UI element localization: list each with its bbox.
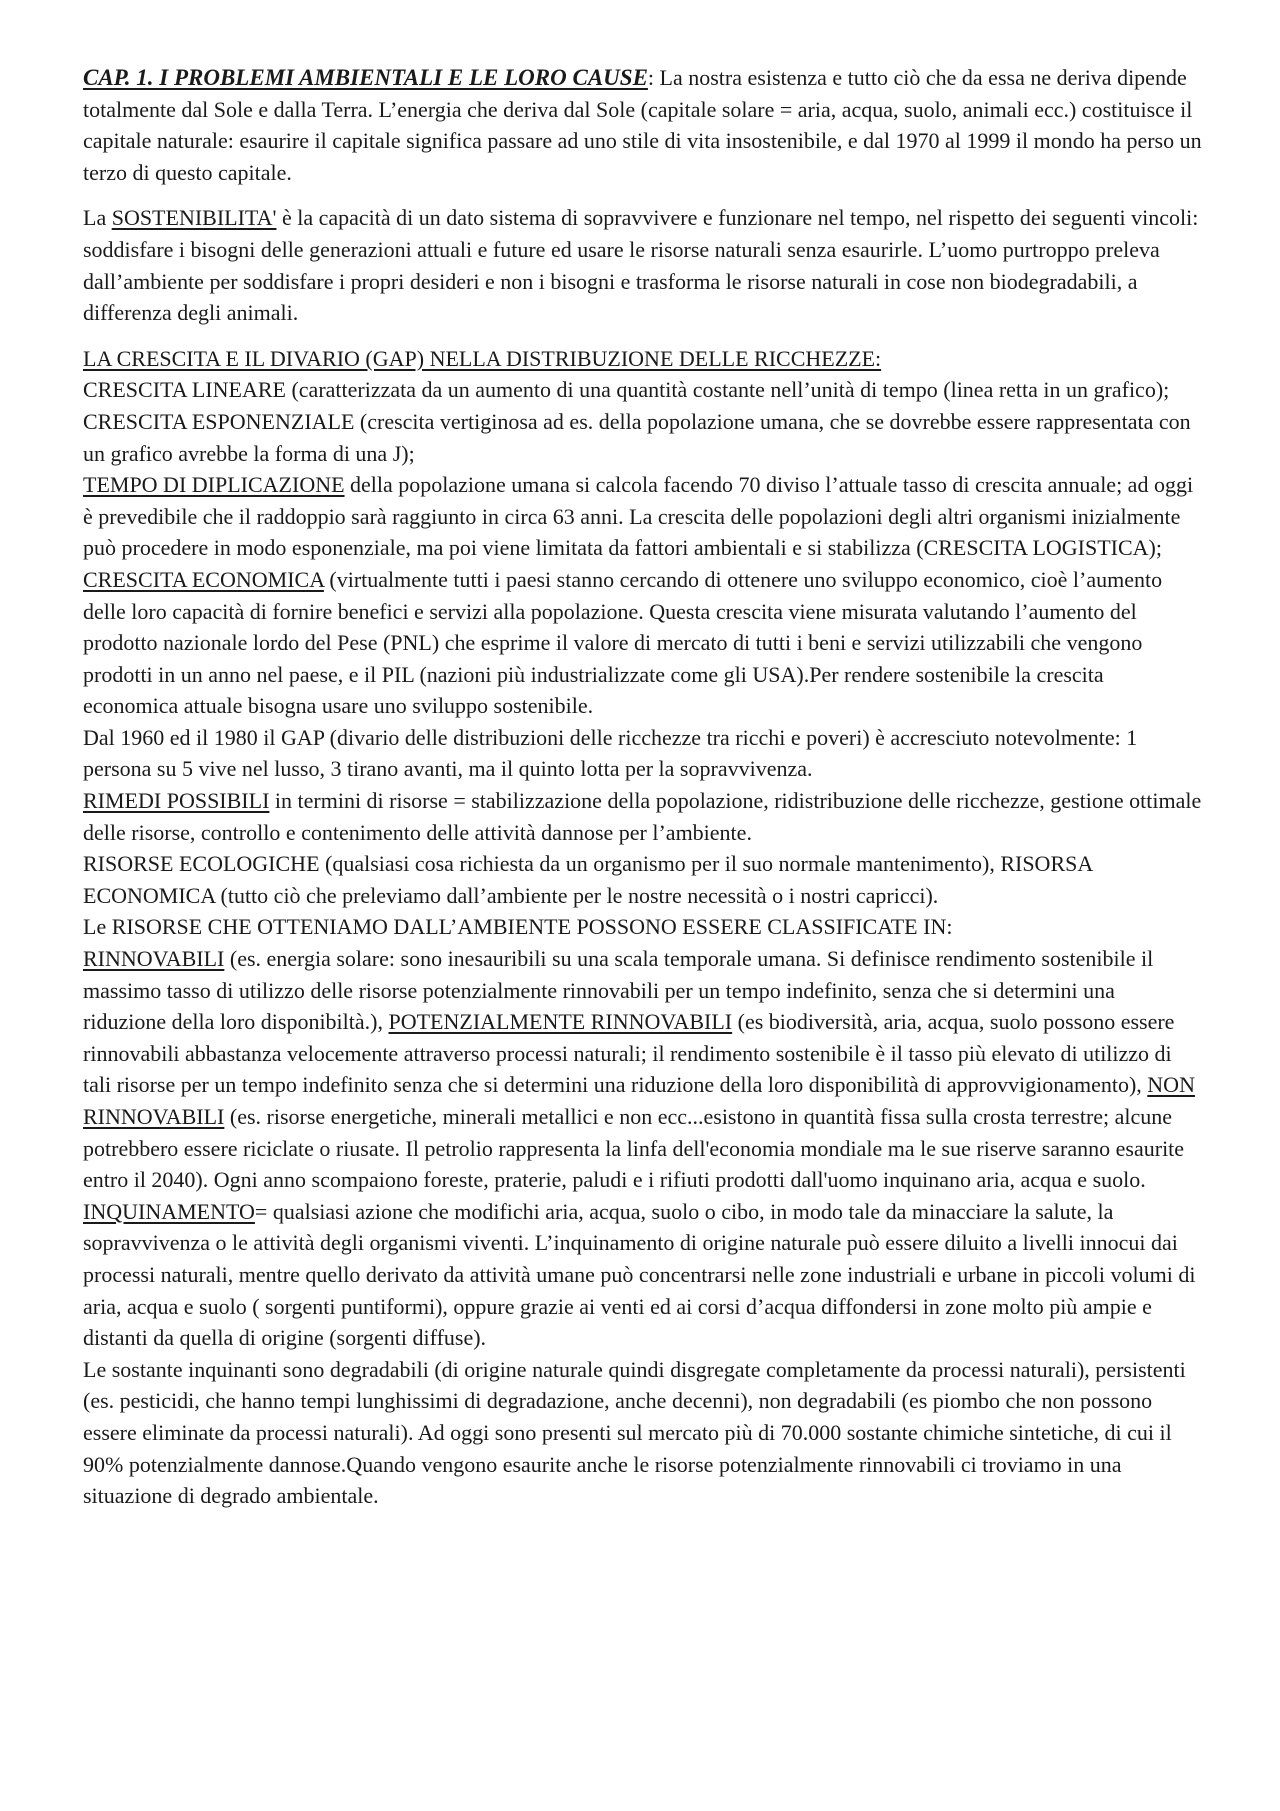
rinnovabili-text: (es. energia solare: sono inesauribili su una scala temporale umana. Si definisce rendimento sostenibile il massimo tasso di utilizzo delle risorse potenzialmente rinnovabili per un tempo indefinito, senza che si determini una riduzione della loro disponibiltà.), bbox=[83, 946, 1154, 1035]
sostenibilita-text: è la capacità di un dato sistema di sopravvivere e funzionare nel tempo, nel rispetto dei seguenti vincoli: soddisfare i bisogni delle generazioni attuali e future ed usare le risorse naturali senza esaurirle. L’uomo purtroppo preleva dall’ambiente per soddisfare i propri desideri e non i bisogni e trasforma le risorse naturali in cose non biodegradabili, a differenza degli animali. bbox=[83, 205, 1199, 326]
rimedi-text: in termini di risorse = stabilizzazione della popolazione, ridistribuzione delle ricchezze, gestione ottimale delle risorse, controllo e contenimento delle attività dannose per l’ambiente. bbox=[83, 788, 1202, 845]
line-classificazione: Le RISORSE CHE OTTENIAMO DALL’AMBIENTE POSSONO ESSERE CLASSIFICATE IN: bbox=[83, 914, 953, 940]
line-inquinamento bbox=[83, 1196, 1203, 1354]
term-sostenibilita: SOSTENIBILITA' bbox=[111, 205, 277, 231]
non-rinnovabili-text: (es. risorse energetiche, minerali metallici e non ecc...esistono in quantità fissa sulla crosta terrestre; alcune potrebbero essere riciclate o riusate. Il petrolio rappresenta la linfa dell'economia mondiale ma le sue riserve saranno esaurite entro il 2040). Ogni anno scompaiono foreste, praterie, paludi e i rifiuti prodotti dall'uomo inquinano aria, acqua e suolo. bbox=[83, 1104, 1185, 1193]
line-rimedi bbox=[83, 785, 1203, 848]
term-crescita-economica: CRESCITA ECONOMICA bbox=[83, 566, 324, 592]
line-sostanze-inquinanti: Le sostante inquinanti sono degradabili (di origine naturale quindi disgregate completamente da processi naturali), persistenti (es. pesticidi, che hanno tempi lunghissimi di degradazione, anche decenni), non degradabili (es piombo che non possono essere eliminate da processi naturali). Ad oggi sono presenti sul mercato più di 70.000 sostante chimiche sintetiche, di cui il 90% potenzialmente dannose.Quando vengono esaurite anche le risorse potenzialmente rinnovabili ci troviamo in una situazione di degrado ambientale. bbox=[83, 1356, 1186, 1509]
line-tempo-duplicazione bbox=[83, 469, 1203, 722]
line-gap: Dal 1960 ed il 1980 il GAP (divario delle distribuzioni delle ricchezze tra ricchi e poveri) è accresciuto notevolmente: 1 persona su 5 vive nel lusso, 3 tirano avanti, ma il quinto lotta per la sopravvivenza. bbox=[83, 724, 1138, 782]
term-tempo-duplicazione: TEMPO DI DIPLICAZIONE bbox=[83, 472, 345, 498]
section-crescita bbox=[83, 343, 1203, 1512]
term-non-rinnovabili: NON RINNOVABILI bbox=[83, 1072, 1195, 1129]
term-inquinamento: INQUINAMENTO bbox=[83, 1198, 255, 1224]
document-page bbox=[83, 62, 1203, 1512]
potenzialmente-rinnovabili-text: (es biodiversità, aria, acqua, suolo possono essere rinnovabili abbastanza velocemente attraverso processi naturali; il rendimento sostenibile è il tasso più elevato di utilizzo di tali risorse per un tempo indefinito senza che si determini una riduzione della loro disponibilità di approvvigionamento), bbox=[83, 1009, 1175, 1098]
intro-text: : La nostra esistenza e tutto ciò che da essa ne deriva dipende totalmente dal Sole e dalla Terra. L’energia che deriva dal Sole (capitale solare = aria, acqua, suolo, animali ecc.) costituisce il capitale naturale: esaurire il capitale significa passare ad uno stile di vita insostenibile, e dal 1970 al 1999 il mondo ha perso un terzo di questo capitale. bbox=[83, 65, 1202, 185]
term-potenzialmente-rinnovabili: POTENZIALMENTE RINNOVABILI bbox=[388, 1009, 733, 1035]
term-rimedi-possibili: RIMEDI POSSIBILI bbox=[83, 788, 270, 814]
paragraph-intro bbox=[83, 62, 1203, 188]
inquinamento-text: = qualsiasi azione che modifichi aria, acqua, suolo o cibo, in modo tale da minacciare la salute, la sopravvivenza o le attività degli organismi viventi. L’inquinamento di origine naturale può essere diluito a livelli innocui dai processi naturali, mentre quello derivato da attività umane può concentrarsi nelle zone industriali e urbane in piccoli volumi di aria, acqua e suolo ( sorgenti puntiformi), oppure grazie ai venti ed ai corsi d’acqua diffondersi in zone molto più ampie e distanti da quella di origine (sorgenti diffuse). bbox=[83, 1198, 1196, 1351]
crescita-economica-text: (virtualmente tutti i paesi stanno cercando di ottenere uno sviluppo economico, cioè l’aumento delle loro capacità di fornire benefici e servizi alla popolazione. Questa crescita viene misurata valutando l’aumento del prodotto nazionale lordo del Pese (PNL) che esprime il valore di mercato di tutti i beni e servizi utilizzabili che vengono prodotti in un anno nel paese, e il PIL (nazioni più industrializzate come gli USA).Per rendere sostenibile la crescita economica attuale bisogna usare uno sviluppo sostenibile. bbox=[83, 566, 1163, 719]
sostenibilita-prefix: La bbox=[83, 205, 112, 231]
line-rinnovabili bbox=[83, 943, 1203, 1196]
section-title-crescita: LA CRESCITA E IL DIVARIO (GAP) NELLA DISTRIBUZIONE DELLE RICCHEZZE: bbox=[83, 345, 882, 371]
term-rinnovabili: RINNOVABILI bbox=[83, 946, 225, 972]
line-risorse-ecologiche: RISORSE ECOLOGICHE (qualsiasi cosa richiesta da un organismo per il suo normale mantenimento), RISORSA ECONOMICA (tutto ciò che preleviamo dall’ambiente per le nostre necessità o i nostri capricci). bbox=[83, 851, 1093, 908]
paragraph-sostenibilita bbox=[83, 202, 1203, 328]
tempo-duplicazione-text: della popolazione umana si calcola facendo 70 diviso l’attuale tasso di crescita annuale; ad oggi è prevedibile che il raddoppio sarà raggiunto in circa 63 anni. La crescita delle popolazioni degli altri organismi inizialmente può procedere in modo esponenziale, ma poi viene limitata da fattori ambientali e si stabilizza (CRESCITA LOGISTICA); bbox=[83, 472, 1194, 561]
line-crescita-lineare: CRESCITA LINEARE (caratterizzata da un aumento di una quantità costante nell’unità di tempo (linea retta in un grafico); CRESCITA ESPONENZIALE (crescita vertiginosa ad es. della popolazione umana, che se dovrebbe essere rappresentata con un grafico avrebbe la forma di una J); bbox=[83, 377, 1191, 466]
chapter-heading: CAP. 1. I PROBLEMI AMBIENTALI E LE LORO CAUSE bbox=[83, 65, 648, 90]
